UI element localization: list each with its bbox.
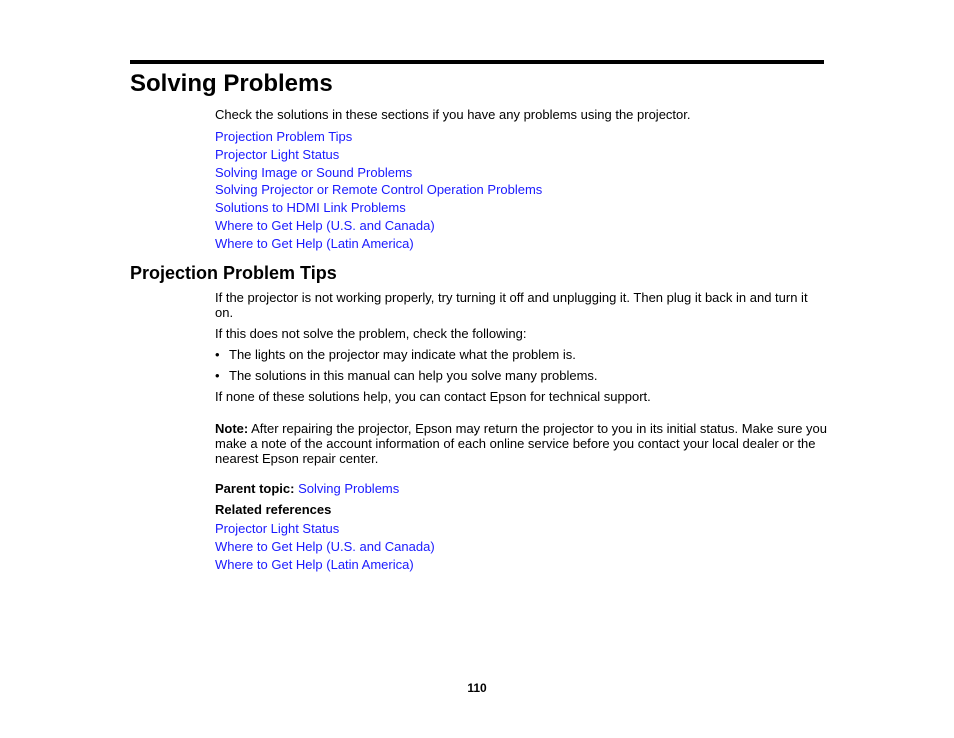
tips-bullet-list [215,347,598,389]
parent-topic [215,481,399,496]
bullet-item [215,368,598,383]
bullet-icon: • [215,347,220,362]
section-link-list [215,128,542,253]
link-list-item [215,217,542,235]
link-help-latin-america[interactable]: Where to Get Help (Latin America) [215,235,414,251]
link-list-item [215,181,542,199]
link-list-item [215,146,542,164]
related-list-item [215,520,435,538]
parent-topic-link[interactable]: Solving Problems [298,481,400,496]
related-references-list [215,520,435,574]
paragraph-not-working: If the projector is not working properly, try turning it off and unplugging it. Then plug it back in and turn it on. [215,290,808,320]
link-list-item [215,164,542,182]
paragraph-contact-epson: If none of these solutions help, you can contact Epson for technical support. [215,389,651,404]
related-link-help-latin-america[interactable]: Where to Get Help (Latin America) [215,557,414,572]
link-solving-projector-remote[interactable]: Solving Projector or Remote Control Operation Problems [215,182,543,198]
related-link-help-us-canada[interactable]: Where to Get Help (U.S. and Canada) [215,539,435,554]
link-help-us-canada[interactable]: Where to Get Help (U.S. and Canada) [215,217,435,233]
link-list-item [215,128,542,146]
page-title: Solving Problems [130,70,333,97]
page-number: 110 [467,681,487,695]
note-text: After repairing the projector, Epson may return the projector to you in its initial status. Make sure you make a note of the account information of each online service before you contact your local dealer or the nearest Epson repair center. [215,421,828,466]
link-list-item [215,199,542,217]
related-list-item [215,538,435,556]
bullet-text: The solutions in this manual can help you solve many problems. [229,368,598,383]
link-solving-image-sound[interactable]: Solving Image or Sound Problems [215,164,413,180]
link-list-item [215,235,542,253]
parent-topic-label: Parent topic: [215,481,295,496]
intro-text: Check the solutions in these sections if you have any problems using the projector. [215,107,691,122]
bullet-item [215,347,598,362]
bullet-icon: • [215,368,220,383]
paragraph-check-following: If this does not solve the problem, check the following: [215,326,527,341]
top-rule-divider [130,60,824,64]
related-list-item [215,556,435,574]
link-projector-light-status[interactable]: Projector Light Status [215,146,340,162]
bullet-text: The lights on the projector may indicate what the problem is. [229,347,576,362]
related-references-heading: Related references [215,502,332,517]
note-label: Note: [215,421,249,436]
note-block [215,421,827,466]
section-title: Projection Problem Tips [130,263,337,283]
related-link-projector-light-status[interactable]: Projector Light Status [215,521,340,536]
link-hdmi-link-problems[interactable]: Solutions to HDMI Link Problems [215,200,406,216]
link-projection-problem-tips[interactable]: Projection Problem Tips [215,129,353,144]
